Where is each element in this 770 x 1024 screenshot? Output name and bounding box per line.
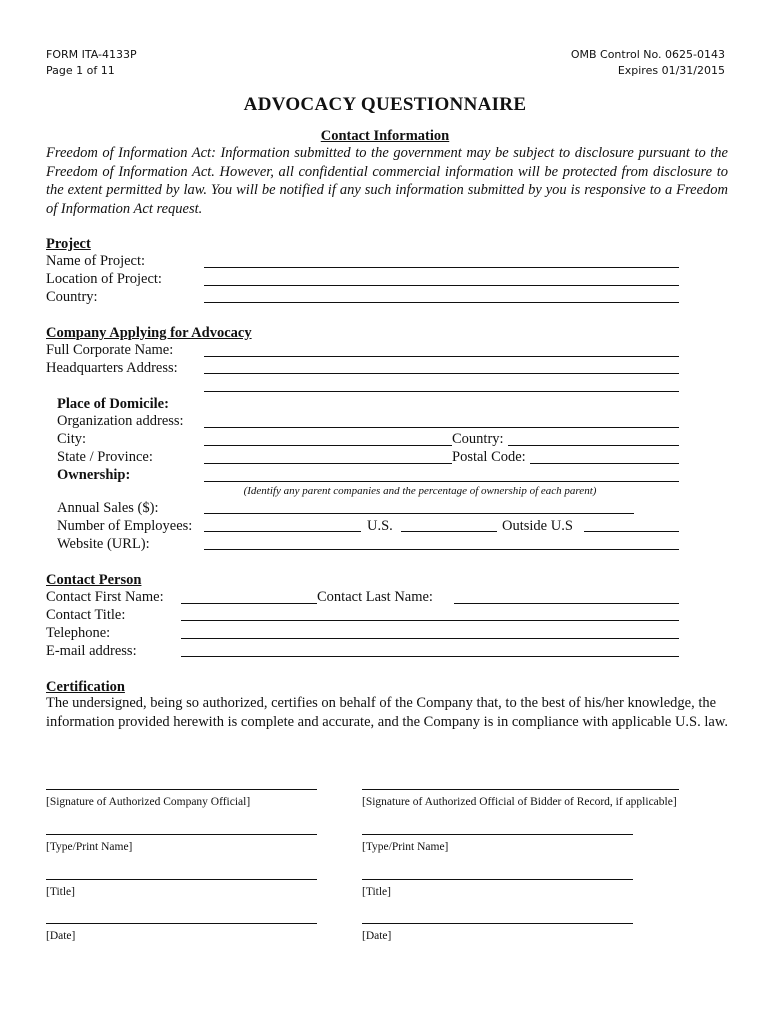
project-location-label: Location of Project: bbox=[46, 271, 162, 287]
company-official-title-caption: [Title] bbox=[46, 886, 75, 898]
bidder-official-name-caption: [Type/Print Name] bbox=[362, 841, 449, 853]
us-employees-field[interactable] bbox=[401, 531, 497, 532]
contact-first-name-label: Contact First Name: bbox=[46, 589, 164, 605]
email-field[interactable] bbox=[181, 656, 679, 657]
annual-sales-field[interactable] bbox=[204, 513, 634, 514]
state-province-field[interactable] bbox=[204, 463, 452, 464]
bidder-official-date-field[interactable] bbox=[362, 923, 633, 924]
contact-title-label: Contact Title: bbox=[46, 607, 126, 623]
number-of-employees-field[interactable] bbox=[204, 531, 361, 532]
company-official-date-field[interactable] bbox=[46, 923, 317, 924]
company-official-date-caption: [Date] bbox=[46, 930, 76, 942]
headquarters-address-field-2[interactable] bbox=[204, 391, 679, 392]
project-location-field[interactable] bbox=[204, 285, 679, 286]
domicile-country-label: Country: bbox=[452, 431, 504, 447]
company-official-name-field[interactable] bbox=[46, 834, 317, 835]
telephone-field[interactable] bbox=[181, 638, 679, 639]
postal-code-label: Postal Code: bbox=[452, 449, 526, 465]
company-official-title-field[interactable] bbox=[46, 879, 317, 880]
bidder-official-date-caption: [Date] bbox=[362, 930, 392, 942]
headquarters-address-field-1[interactable] bbox=[204, 373, 679, 374]
project-heading: Project bbox=[46, 236, 91, 252]
annual-sales-label: Annual Sales ($): bbox=[57, 500, 159, 516]
contact-first-name-field[interactable] bbox=[181, 603, 317, 604]
page-title: ADVOCACY QUESTIONNAIRE bbox=[243, 94, 527, 115]
number-of-employees-label: Number of Employees: bbox=[57, 518, 193, 534]
domicile-country-field[interactable] bbox=[508, 445, 679, 446]
project-country-label: Country: bbox=[46, 289, 98, 305]
telephone-label: Telephone: bbox=[46, 625, 111, 641]
bidder-official-title-field[interactable] bbox=[362, 879, 633, 880]
foia-notice: Freedom of Information Act: Information submitted to the government may be subject to disclosure pursuant to the Freedom of Information Act. However, all confidential commercial information will be protected from disclosure to the extent permitted by law. You will be notified if any such information submitted by you is responsive to a Freedom of Information Act request. bbox=[46, 145, 728, 217]
bidder-official-name-field[interactable] bbox=[362, 834, 633, 835]
bidder-official-signature-caption: [Signature of Authorized Official of Bidder of Record, if applicable] bbox=[362, 796, 677, 808]
place-of-domicile-heading: Place of Domicile: bbox=[57, 396, 169, 412]
headquarters-address-label: Headquarters Address: bbox=[46, 360, 178, 376]
contact-title-field[interactable] bbox=[181, 620, 679, 621]
contact-information-heading: Contact Information bbox=[320, 128, 450, 144]
company-heading: Company Applying for Advocacy bbox=[46, 325, 252, 341]
organization-address-field[interactable] bbox=[204, 427, 679, 428]
website-field[interactable] bbox=[204, 549, 679, 550]
us-employees-label: U.S. bbox=[367, 518, 393, 534]
postal-code-field[interactable] bbox=[530, 463, 679, 464]
certification-text: The undersigned, being so authorized, certifies on behalf of the Company that, to the best of his/her knowledge, the information provided herewith is complete and accurate, and the Company is in compliance with applicable U.S. law. bbox=[46, 695, 728, 730]
full-corporate-name-field[interactable] bbox=[204, 356, 679, 357]
email-label: E-mail address: bbox=[46, 643, 137, 659]
city-label: City: bbox=[57, 431, 87, 447]
ownership-label: Ownership: bbox=[57, 467, 131, 483]
certification-heading: Certification bbox=[46, 679, 125, 695]
city-field[interactable] bbox=[204, 445, 452, 446]
bidder-official-title-caption: [Title] bbox=[362, 886, 391, 898]
company-official-signature-caption: [Signature of Authorized Company Official] bbox=[46, 796, 251, 808]
ownership-note: (Identify any parent companies and the percentage of ownership of each parent) bbox=[243, 485, 597, 497]
company-official-name-caption: [Type/Print Name] bbox=[46, 841, 133, 853]
page-number: Page 1 of 11 bbox=[46, 64, 115, 77]
project-country-field[interactable] bbox=[204, 302, 679, 303]
outside-us-employees-field[interactable] bbox=[584, 531, 679, 532]
contact-last-name-label: Contact Last Name: bbox=[317, 589, 433, 605]
outside-us-employees-label: Outside U.S bbox=[502, 518, 573, 534]
website-label: Website (URL): bbox=[57, 536, 150, 552]
state-province-label: State / Province: bbox=[57, 449, 153, 465]
form-id: FORM ITA-4133P bbox=[46, 48, 137, 61]
contact-person-heading: Contact Person bbox=[46, 572, 142, 588]
full-corporate-name-label: Full Corporate Name: bbox=[46, 342, 174, 358]
project-name-field[interactable] bbox=[204, 267, 679, 268]
omb-control-number: OMB Control No. 0625-0143 bbox=[570, 48, 725, 61]
project-name-label: Name of Project: bbox=[46, 253, 146, 269]
organization-address-label: Organization address: bbox=[57, 413, 184, 429]
expiration-date: Expires 01/31/2015 bbox=[617, 64, 725, 77]
bidder-official-signature-field[interactable] bbox=[362, 789, 679, 790]
ownership-field[interactable] bbox=[204, 481, 679, 482]
contact-last-name-field[interactable] bbox=[454, 603, 679, 604]
company-official-signature-field[interactable] bbox=[46, 789, 317, 790]
